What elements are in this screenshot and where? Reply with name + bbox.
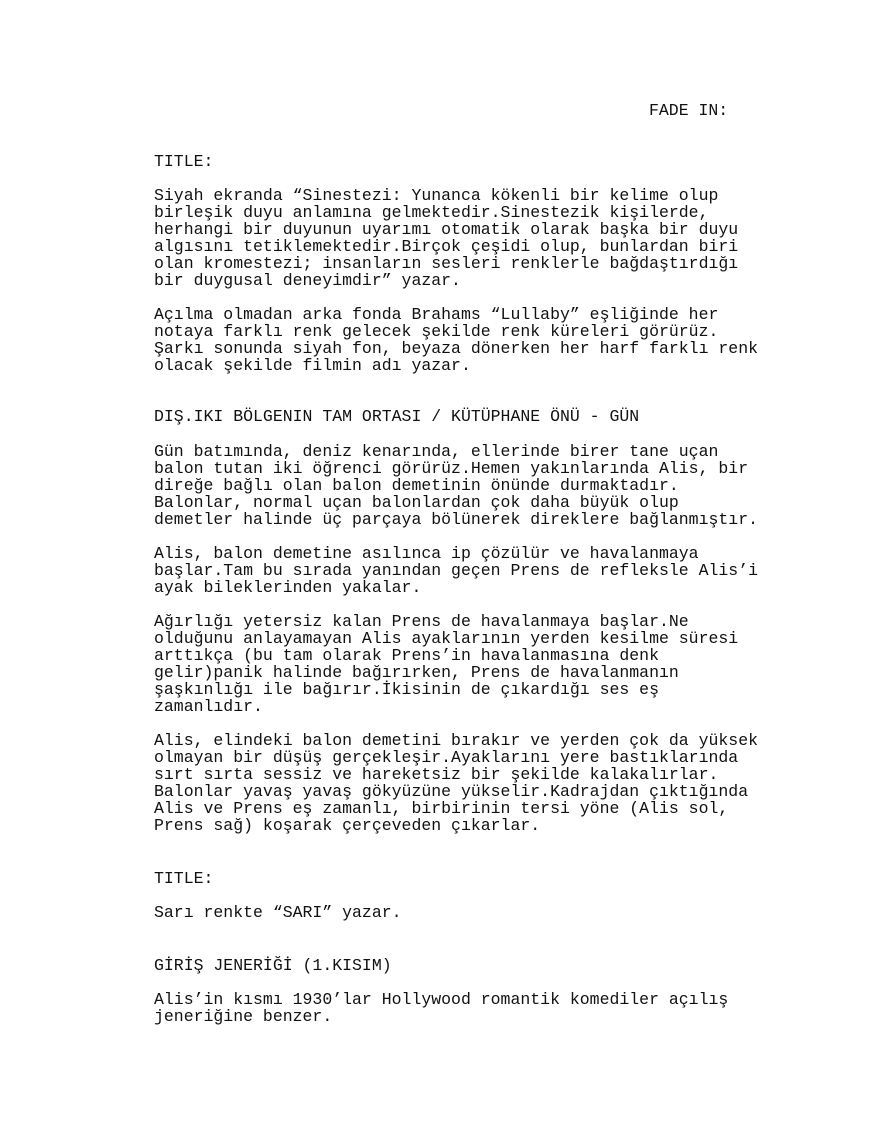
action-line: Ağırlığı yetersiz kalan Prens de havalanmaya başlar.Ne [154, 612, 689, 631]
action-line: Alis, balon demetine asılınca ip çözülür ve havalanmaya [154, 544, 699, 563]
action-line: Balonlar, normal uçan balonlardan çok daha büyük olup [154, 493, 679, 512]
scene-heading: DIŞ.IKI BÖLGENIN TAM ORTASI / KÜTÜPHANE ÖNÜ - GÜN [154, 407, 640, 426]
action-line: birleşik duyu anlamına gelmektedir.Sinestezik kişilerde, [154, 203, 709, 222]
action-line: sırt sırta sessiz ve hareketsiz bir şekilde kalakalırlar. [154, 765, 719, 784]
action-line: herhangi bir duyunun uyarımı otomatik olarak başka bir duyu [154, 220, 739, 239]
action-line: Alis ve Prens eş zamanlı, birbirinin tersi yöne (Alis sol, [154, 799, 729, 818]
action-line: başlar.Tam bu sırada yanından geçen Prens de refleksle Alis’i [154, 561, 758, 580]
action-line: ayak bileklerinden yakalar. [154, 578, 422, 597]
transition-fade-in: FADE IN: [649, 101, 729, 120]
action-line: Balonlar yavaş yavaş gökyüzüne yükselir.Kadrajdan çıktığında [154, 782, 749, 801]
action-line: Açılma olmadan arka fonda Brahams “Lullaby” eşliğinde her [154, 305, 719, 324]
action-line: olduğunu anlayamayan Alis ayaklarının yerden kesilme süresi [154, 629, 739, 648]
title-label: TITLE: [154, 152, 214, 171]
action-line: Alis’in kısmı 1930’lar Hollywood romantik komediler açılış [154, 990, 729, 1009]
section-heading: GİRİŞ JENERİĞİ (1.KISIM) [154, 956, 392, 975]
action-line: olmayan bir düşüş gerçekleşir.Ayaklarını yere bastıklarında [154, 748, 739, 767]
action-line: Siyah ekranda “Sinestezi: Yunanca kökenli bir kelime olup [154, 186, 719, 205]
action-line: olan kromestezi; insanların sesleri renklerle bağdaştırdığı [154, 254, 739, 273]
action-line: Prens sağ) koşarak çerçeveden çıkarlar. [154, 816, 541, 835]
action-line: gelir)panik halinde bağırırken, Prens de havalanmanın [154, 663, 679, 682]
action-line: jeneriğine benzer. [154, 1007, 333, 1026]
action-line: direğe bağlı olan balon demetinin önünde durmaktadır. [154, 476, 679, 495]
action-line: Sarı renkte “SARI” yazar. [154, 903, 402, 922]
title-label: TITLE: [154, 869, 214, 888]
action-line: balon tutan iki öğrenci görürüz.Hemen yakınlarında Alis, bir [154, 459, 749, 478]
action-line: algısını tetiklemektedir.Birçok çeşidi olup, bunlardan biri [154, 237, 739, 256]
action-line: Şarkı sonunda siyah fon, beyaza dönerken her harf farklı renk [154, 339, 758, 358]
action-line: olacak şekilde filmin adı yazar. [154, 356, 471, 375]
action-line: bir duygusal deneyimdir” yazar. [154, 271, 461, 290]
action-line: notaya farklı renk gelecek şekilde renk küreleri görürüz. [154, 322, 719, 341]
action-line: zamanlıdır. [154, 697, 263, 716]
action-line: arttıkça (bu tam olarak Prens’in havalanmasına denk [154, 646, 659, 665]
action-line: demetler halinde üç parçaya bölünerek direklere bağlanmıştır. [154, 510, 758, 529]
action-line: Alis, elindeki balon demetini bırakır ve yerden çok da yüksek [154, 731, 758, 750]
action-line: şaşkınlığı ile bağırır.İkisinin de çıkardığı ses eş [154, 680, 659, 699]
action-line: Gün batımında, deniz kenarında, ellerinde birer tane uçan [154, 442, 719, 461]
